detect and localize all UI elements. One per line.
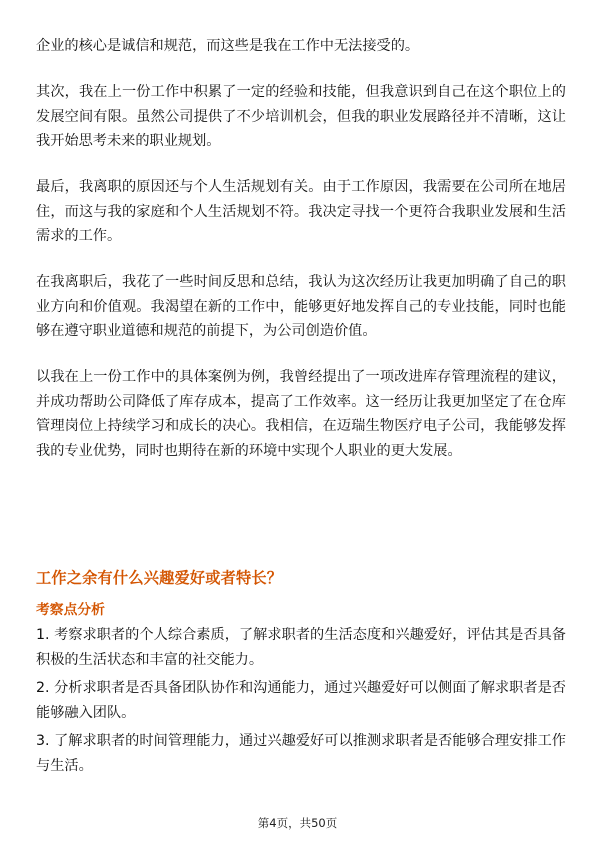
analysis-list — [36, 623, 566, 782]
page-number: 第4页，共50页 — [257, 816, 338, 830]
paragraph: 以我在上一份工作中的具体案例为例，我曾经提出了一项改进库存管理流程的建议，并成功帮助公司降低了库存成本，提高了工作效率。这一经历让我更加坚定了在仓库管理岗位上持续学习和成长的决心。我相信，在迈瑞生物医疗电子公司，我能够发挥我的专业优势，同时也期待在新的环境中实现个人职业的更大发展。 — [36, 369, 566, 459]
list-item: 2. 分析求职者是否具备团队协作和沟通能力，通过兴趣爱好可以侧面了解求职者是否能够融入团队。 — [36, 680, 566, 721]
list-item: 3. 了解求职者的时间管理能力，通过兴趣爱好可以推测求职者是否能够合理安排工作与生活。 — [36, 733, 566, 774]
list-item: 1. 考察求职者的个人综合素质，了解求职者的生活态度和兴趣爱好，评估其是否具备积极的生活状态和丰富的社交能力。 — [36, 627, 566, 668]
section-subtitle: 考察点分析 — [36, 602, 105, 618]
paragraph: 在我离职后，我花了一些时间反思和总结，我认为这次经历让我更加明确了自己的职业方向和价值观。我渴望在新的工作中，能够更好地发挥自己的专业技能，同时也能够在遵守职业道德和规范的前提下，为公司创造价值。 — [36, 274, 566, 339]
paragraph: 其次，我在上一份工作中积累了一定的经验和技能，但我意识到自己在这个职位上的发展空间有限。虽然公司提供了不少培训机会，但我的职业发展路径并不清晰，这让我开始思考未来的职业规划。 — [36, 84, 566, 149]
section-title: 工作之余有什么兴趣爱好或者特长？ — [36, 569, 283, 587]
paragraph: 企业的核心是诚信和规范，而这些是我在工作中无法接受的。 — [36, 38, 420, 54]
body-text — [36, 34, 566, 463]
paragraph: 最后，我离职的原因还与个人生活规划有关。由于工作原因，我需要在公司所在地居住，而这与我的家庭和个人生活规划不符。我决定寻找一个更符合我职业发展和生活需求的工作。 — [36, 179, 566, 244]
